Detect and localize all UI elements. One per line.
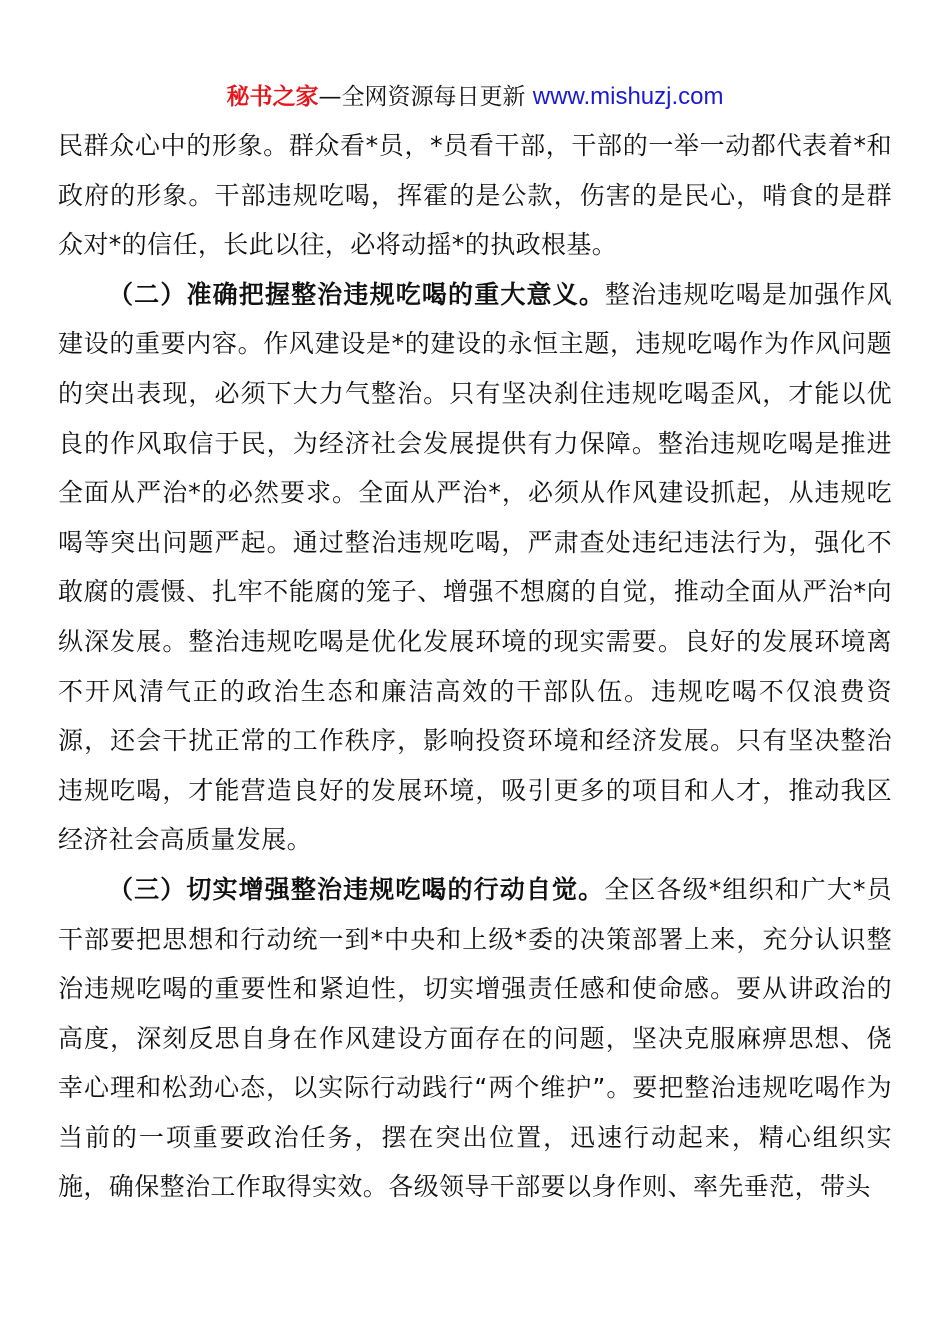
header-tagline: —全网资源每日更新 bbox=[318, 84, 533, 110]
site-header bbox=[0, 80, 950, 114]
section-3-heading: （三）切实增强整治违规吃喝的行动自觉。 bbox=[108, 874, 605, 904]
document-body bbox=[58, 121, 892, 1212]
brand-name: 秘书之家 bbox=[226, 84, 319, 110]
site-url-link[interactable]: www.mishuzj.com bbox=[532, 83, 724, 110]
section-2-heading: （二）准确把握整治违规吃喝的重大意义。 bbox=[108, 279, 606, 309]
paragraph-section-2 bbox=[58, 270, 892, 865]
paragraph-section-3 bbox=[58, 865, 892, 1212]
section-3-text: 全区各级*组织和广大*员干部要把思想和行动统一到*中央和上级*委的决策部署上来，充分认识整治违规吃喝的重要性和紧迫性，切实增强责任感和使命感。要从讲政治的高度，深刻反思自身在作风建设方面存在的问题，坚决克服麻痹思想、侥幸心理和松劲心态，以实际行动践行“两个维护”。要把整治违规吃喝作为当前的一项重要政治任务，摆在突出位置，迅速行动起来，精心组织实施，确保整治工作取得实效。各级领导干部要以身作则、率先垂范，带头 bbox=[58, 874, 892, 1202]
paragraph-text: 民群众心中的形象。群众看*员，*员看干部，干部的一举一动都代表着*和政府的形象。干部违规吃喝，挥霍的是公款，伤害的是民心，啃食的是群众对*的信任，长此以往，必将动摇*的执政根基。 bbox=[58, 131, 892, 260]
section-2-text: 整治违规吃喝是加强作风建设的重要内容。作风建设是*的建设的永恒主题，违规吃喝作为作风问题的突出表现，必须下大力气整治。只有坚决刹住违规吃喝歪风，才能以优良的作风取信于民，为经济社会发展提供有力保障。整治违规吃喝是推进全面从严治*的必然要求。全面从严治*，必须从作风建设抓起，从违规吃喝等突出问题严起。通过整治违规吃喝，严肃查处违纪违法行为，强化不敢腐的震慑、扎牢不能腐的笼子、增强不想腐的自觉，推动全面从严治*向纵深发展。整治违规吃喝是优化发展环境的现实需要。良好的发展环境离不开风清气正的政治生态和廉洁高效的干部队伍。违规吃喝不仅浪费资源，还会干扰正常的工作秩序，影响投资环境和经济发展。只有坚决整治违规吃喝，才能营造良好的发展环境，吸引更多的项目和人才，推动我区经济社会高质量发展。 bbox=[58, 279, 892, 855]
paragraph-continuation bbox=[58, 121, 892, 270]
